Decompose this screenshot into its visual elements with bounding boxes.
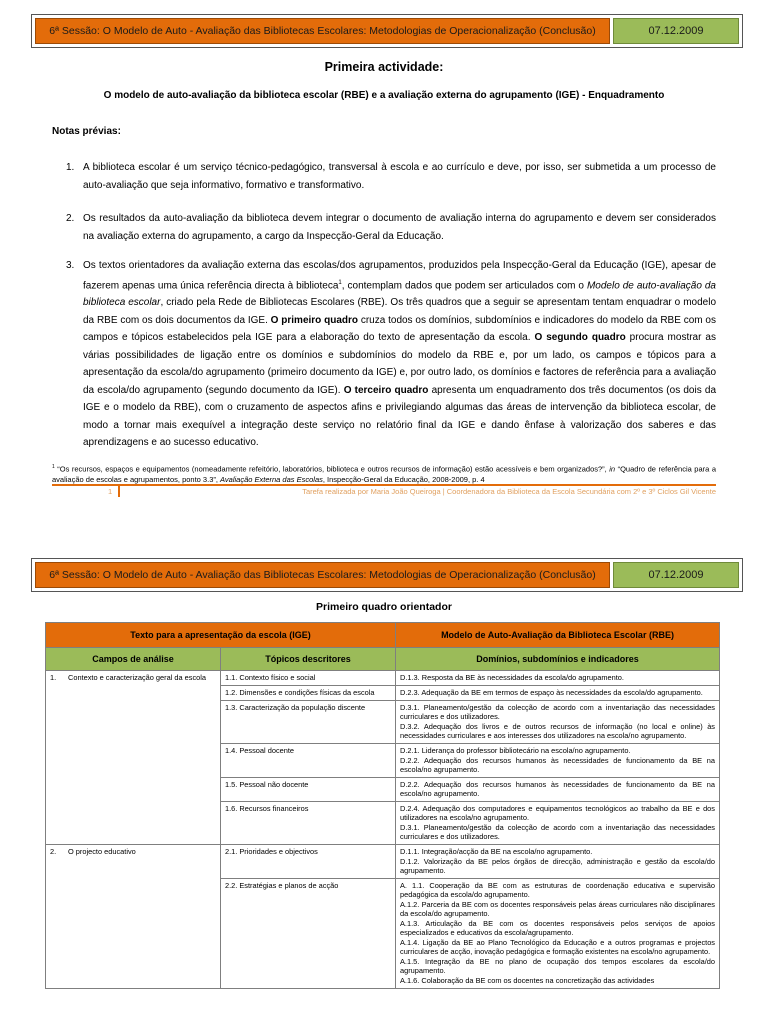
indicator-cell: D.1.1. Integração/acção da BE na escola/no agrupamento. D.1.2. Valorização da BE pelos órgãos de direcção, administração e gestão da escola/do agrupamento. xyxy=(396,845,720,879)
notes-heading: Notas prévias: xyxy=(52,126,121,137)
page-header xyxy=(31,14,743,48)
note-item-2 xyxy=(66,210,716,245)
note-item-1 xyxy=(66,159,716,194)
indicator-cell: D.2.4. Adequação dos computadores e equipamentos tecnológicos ao trabalho da BE e dos utilizadores na escola/no agrupamento. D.3.1. Planeamento/gestão da colecção de acordo com a inventariação das necessidades curriculares e dos utilizadores. xyxy=(396,802,720,845)
col-header-campos: Campos de análise xyxy=(46,648,221,671)
page-header xyxy=(31,558,743,592)
footer-credit: Tarefa realizada por Maria João Queiroga | Coordenadora da Biblioteca da Escola Secundária com 2º e 3º Ciclos Gil Vicente xyxy=(302,487,716,496)
indicator-cell: A. 1.1. Cooperação da BE com as estruturas de coordenação educativa e supervisão pedagógica da escola/do agrupamento. A.1.2. Parceria da BE com os docentes responsáveis pelas áreas curriculares não disciplinares da escola/do agrupamento. A.1.3. Articulação da BE com os docentes responsáveis pelos serviços de apoios especializados e educativos da escola/agrupamento. A.1.4. Ligação da BE ao Plano Tecnológico da Educação e a outros programas e projectos curriculares de acção, inovação pedagógica e formação existentes na escola/no agrupamento. A.1.5. Integração da BE no plano de ocupação dos tempos escolares da escola/do agrupamento. A.1.6. Colaboração da BE com os docentes na concretização das actividades xyxy=(396,879,720,989)
topico-cell: 2.1. Prioridades e objectivos xyxy=(221,845,396,879)
indicator-cell: D.3.1. Planeamento/gestão da colecção de acordo com a inventariação das necessidades curriculares e dos utilizadores. D.3.2. Adequação dos livros e de outros recursos de informação (no local e online) às necessidades curriculares e aos interesses dos utilizadores na escola/no agrupamento. xyxy=(396,701,720,744)
col-header-topicos: Tópicos descritores xyxy=(221,648,396,671)
session-date: 07.12.2009 xyxy=(613,18,739,44)
note-text: A biblioteca escolar é um serviço técnico-pedagógico, transversal à escola e ao currículo e deve, por isso, ser submetida a um processo de auto-avaliação que seja informativo, formativo e transformativo. xyxy=(83,162,716,191)
campo-cell: 1. Contexto e caracterização geral da escola xyxy=(46,671,221,845)
topico-cell: 1.4. Pessoal docente xyxy=(221,744,396,778)
page-gap xyxy=(0,510,768,528)
note-number: 3. xyxy=(66,260,75,271)
campo-cell: 2. O projecto educativo xyxy=(46,845,221,989)
footnote: $^1$ “Os recursos, espaços e equipamentos (nomeadamente refeitório, laboratórios, biblioteca e outros recursos de informação) estão acessíveis e bem organizados?”, in “Quadro de referência para a avaliação de escolas e agrupamentos, ponto 3.3”, Avaliação Externa das Escolas, Inspecção-Geral da Educação, 2008-2009, p. 4 xyxy=(52,464,716,484)
page-1 xyxy=(0,0,768,510)
topico-cell: 1.5. Pessoal não docente xyxy=(221,778,396,802)
topico-cell: 1.3. Caracterização da população discente xyxy=(221,701,396,744)
indicator-cell: D.1.3. Resposta da BE às necessidades da escola/do agrupamento. xyxy=(396,671,720,686)
framework-table xyxy=(45,622,720,989)
indicator-cell: D.2.2. Adequação dos recursos humanos às necessidades de funcionamento da BE na escola/no agrupamento. xyxy=(396,778,720,802)
page-subtitle: O modelo de auto-avaliação da biblioteca escolar (RBE) e a avaliação externa do agrupamento (IGE) - Enquadramento xyxy=(103,90,665,101)
table-row xyxy=(46,671,720,686)
indicator-cell: D.2.3. Adequação da BE em termos de espaço às necessidades da escola/do agrupamento. xyxy=(396,686,720,701)
table-group-header xyxy=(46,623,720,648)
table-column-header xyxy=(46,648,720,671)
table-row xyxy=(46,845,720,879)
topico-cell: 2.2. Estratégias e planos de acção xyxy=(221,879,396,989)
col-header-indicadores: Domínios, subdomínios e indicadores xyxy=(396,648,720,671)
topico-cell: 1.6. Recursos financeiros xyxy=(221,802,396,845)
table-title: Primeiro quadro orientador xyxy=(316,601,452,613)
note-text: Os textos orientadores da avaliação externa das escolas/dos agrupamentos, produzidos pela Inspecção-Geral da Educação (IGE), apesar de fazerem apenas uma única referência directa à biblioteca$^1$, contemplam dados que podem ser articulados com o Modelo de auto-avaliação da biblioteca escolar, criado pela Rede de Bibliotecas Escolares (RBE). Os três quadros que a seguir se apresentam tentam enquadrar o modelo da RBE com os dois documentos da IGE. O primeiro quadro cruza todos os domínios, subdomínios e indicadores do modelo da RBE com os campos e tópicos estabelecidos pela IGE para a elaboração do texto de apresentação da escola. O segundo quadro procura mostrar as várias possibilidades de ligação entre os domínios e subdomínios do modelo da RBE e, por um lado, os campos e tópicos para a apresentação da escola/do agrupamento (primeiro documento da IGE) e, por outro lado, os domínios e factores de referência para a avaliação da escola/do agrupamento (segundo documento da IGE). O terceiro quadro apresenta um enquadramento dos três documentos (os dois da IGE e o modelo da RBE), com o cruzamento de aspectos afins e privilegiando algumas das áreas de intervenção da biblioteca escolar, de modo a tornar mais exequível a integração deste serviço no relatório final da IGE e dando ênfase à valorização dos saberes e das aprendizagens e ao sucesso educativo. xyxy=(83,260,717,449)
note-text: Os resultados da auto-avaliação da biblioteca devem integrar o documento de avaliação interna do agrupamento e devem ser considerados na avaliação externa do agrupamento, a cargo da Inspecção-Geral da Educação. xyxy=(83,213,716,242)
note-number: 1. xyxy=(66,162,75,173)
page-number: 1 xyxy=(52,487,112,496)
page-title: Primeira actividade: xyxy=(324,60,444,74)
page-footer xyxy=(52,487,716,496)
footer-rule xyxy=(52,484,716,486)
session-date: 07.12.2009 xyxy=(613,562,739,588)
topico-cell: 1.1. Contexto físico e social xyxy=(221,671,396,686)
note-item-3 xyxy=(66,257,716,452)
topico-cell: 1.2. Dimensões e condições físicas da escola xyxy=(221,686,396,701)
session-title: 6ª Sessão: O Modelo de Auto - Avaliação das Bibliotecas Escolares: Metodologias de Operacionalização (Conclusão) xyxy=(35,562,610,588)
session-title: 6ª Sessão: O Modelo de Auto - Avaliação das Bibliotecas Escolares: Metodologias de Operacionalização (Conclusão) xyxy=(35,18,610,44)
group-header-rbe: Modelo de Auto-Avaliação da Biblioteca Escolar (RBE) xyxy=(396,623,720,648)
indicator-cell: D.2.1. Liderança do professor bibliotecário na escola/no agrupamento. D.2.2. Adequação dos recursos humanos às necessidades de funcionamento da BE na escola/no agrupamento. xyxy=(396,744,720,778)
group-header-ige: Texto para a apresentação da escola (IGE) xyxy=(46,623,396,648)
note-number: 2. xyxy=(66,213,75,224)
